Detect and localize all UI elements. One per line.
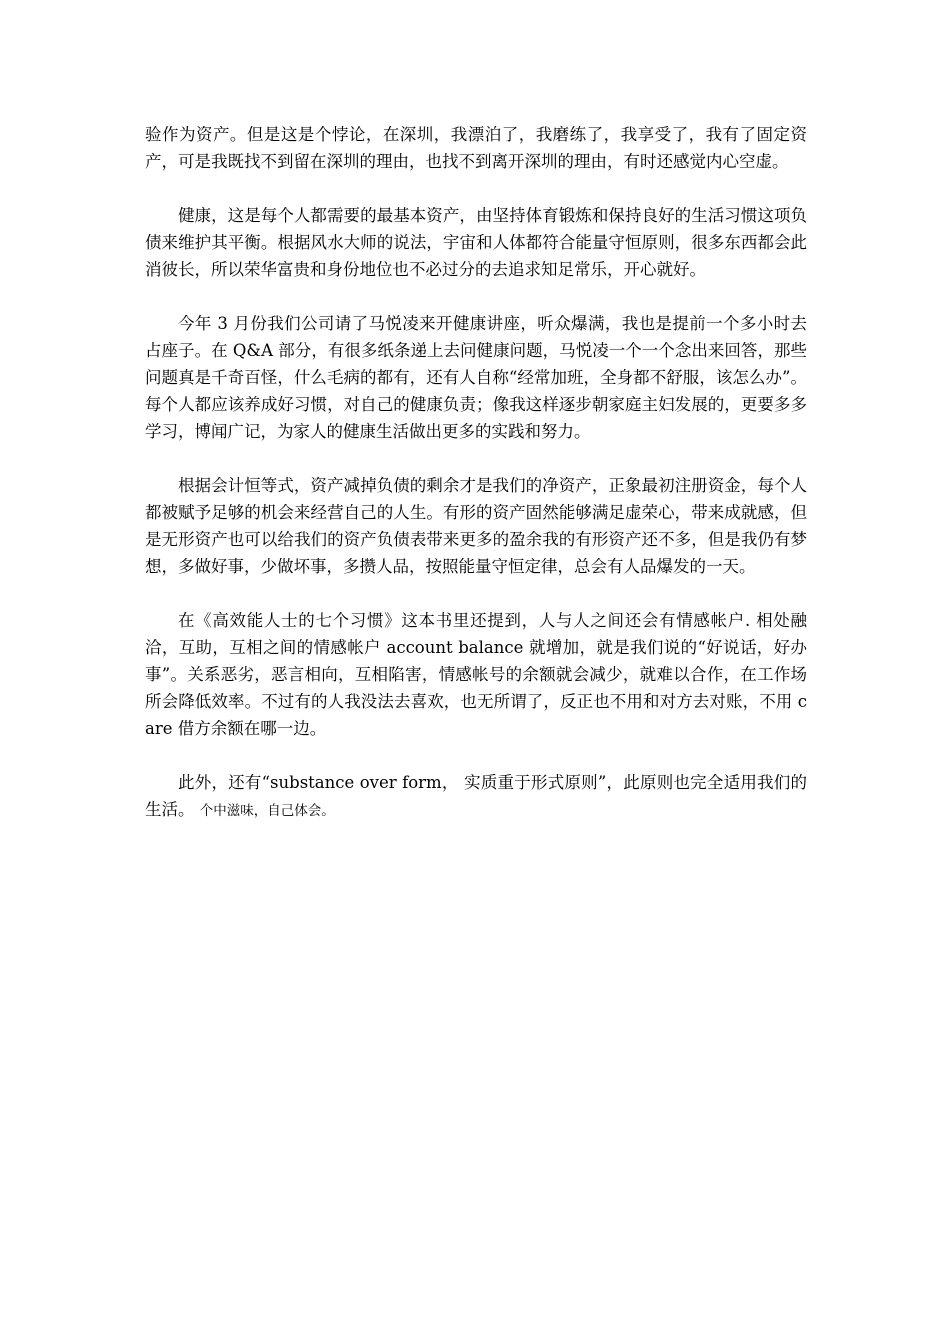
- paragraph-5: 在《高效能人士的七个习惯》这本书里还提到，人与人之间还会有情感帐户. 相处融洽，互助，互相之间的情感帐户 account balance 就增加，就是我们说的“好说话，好办事”。关系恶劣，恶言相向，互相陷害，情感帐号的余额就会减少，就难以合作，在工作场所会降低效率。不过有的人我没法去喜欢，也无所谓了，反正也不用和对方去对账，不用 care 借方余额在哪一边。: [145, 611, 807, 738]
- paragraph-3: 今年 3 月份我们公司请了马悦凌来开健康讲座，听众爆满，我也是提前一个多小时去占座子。在 Q&A 部分，有很多纸条递上去问健康问题，马悦凌一个一个念出来回答，那些问题真是千奇百怪，什么毛病的都有，还有人自称“经常加班，全身都不舒服，该怎么办”。每个人都应该养成好习惯，对自己的健康负责；像我这样逐步朝家庭主妇发展的，更要多多学习，博闻广记，为家人的健康生活做出更多的实践和努力。: [145, 314, 807, 441]
- paragraph-4: 根据会计恒等式，资产减掉负债的剩余才是我们的净资产，正象最初注册资金，每个人都被赋予足够的机会来经营自己的人生。有形的资产固然能够满足虚荣心，带来成就感，但是无形资产也可以给我们的资产负债表带来更多的盈余我的有形资产还不多，但是我仍有梦想，多做好事，少做坏事，多攒人品，按照能量守恒定律，总会有人品爆发的一天。: [145, 476, 807, 576]
- paragraph-6: [145, 769, 807, 825]
- paragraph-6-main: 此外，还有“substance over form， 实质重于形式原则”，此原则也完全适用我们的生活。: [145, 773, 807, 819]
- paragraph-2: 健康，这是每个人都需要的最基本资产，由坚持体育锻炼和保持良好的生活习惯这项负债来维护其平衡。根据风水大师的说法，宇宙和人体都符合能量守恒原则，很多东西都会此消彼长，所以荣华富贵和身份地位也不必过分的去追求知足常乐，开心就好。: [145, 206, 807, 279]
- paragraph-1: 验作为资产。但是这是个悖论，在深圳，我漂泊了，我磨练了，我享受了，我有了固定资产，可是我既找不到留在深圳的理由，也找不到离开深圳的理由，有时还感觉内心空虚。: [145, 125, 807, 171]
- paragraph-6-tail: 个中滋味，自己体会。: [199, 803, 335, 819]
- document-body: [145, 121, 807, 825]
